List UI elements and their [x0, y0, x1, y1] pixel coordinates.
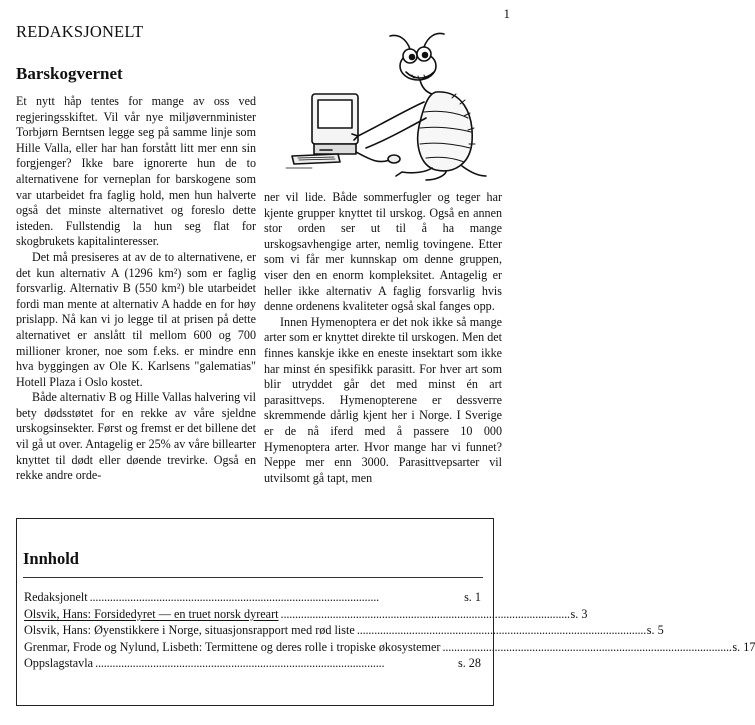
article-right-column — [264, 190, 502, 486]
toc-list — [24, 589, 755, 672]
toc-entry[interactable] — [24, 622, 664, 639]
toc-leader-dots — [90, 589, 462, 606]
toc-entry-page: s. 28 — [457, 656, 481, 671]
toc-leader-dots — [357, 622, 645, 639]
toc-entry[interactable] — [24, 589, 481, 606]
page-number: 1 — [503, 6, 510, 21]
toc-divider — [23, 577, 483, 578]
toc-entry-title: Olsvik, Hans: Øyenstikkere i Norge, situasjonsrapport med rød liste — [24, 623, 355, 638]
toc-entry-title: Olsvik, Hans: Forsidedyret — en truet norsk dyreart — [24, 606, 279, 621]
toc-leader-dots — [442, 639, 730, 656]
toc-entry[interactable] — [24, 639, 755, 656]
toc-entry-title: Oppslagstavla — [24, 656, 94, 671]
paragraph: Innen Hymenoptera er det nok ikke så mange arter som er knyttet direkte til urskogen. Men det finnes kanskje ikke en eneste insektart som ikke har minst én spesifikk parasitt. For hver art som blir utryddet går det med minst én art parasittveps. Hymenopterene er dessverre skremmende dårlig kjent her i Norge. I Sverige er de nå iferd med å passere 10 000 Hymenoptera arter. Hvor mange har vi funnet? Neppe mer enn 3000. Parasittvepsarter vil utvilsomt gå tapt, men — [264, 314, 502, 485]
paragraph: Både alternativ B og Hille Vallas halvering vil bety dødsstøtet for en rekke av våre sjeldne urskogsinsekter. Først og fremst er det billene det vil gå ut over. Antagelig er 25% av våre billearter knyttet til dødt eller døende trevirke. Også en rekke andre orde- — [16, 390, 256, 483]
table-of-contents — [16, 518, 755, 706]
toc-title: Innhold — [23, 549, 79, 568]
toc-entry[interactable] — [24, 606, 588, 623]
toc-entry-page: s. 17 — [732, 639, 755, 654]
toc-entry-page: s. 5 — [646, 623, 664, 638]
toc-leader-dots — [95, 655, 456, 672]
toc-entry-title: Redaksjonelt — [24, 590, 88, 604]
article-left-column — [16, 94, 256, 484]
cartoon-insect-at-computer-illustration — [286, 32, 506, 182]
toc-leader-dots — [281, 606, 569, 623]
section-label: REDAKSJONELT — [16, 22, 144, 41]
toc-entry[interactable] — [24, 655, 481, 672]
paragraph: Det må presiseres at av de to alternativene, er det kun alternativ A (1296 km²) som er faglig forsvarlig. Alternativ B (550 km²) ble utarbeidet fordi man mente at alternativ A hadde en for høy prislapp. Nå kan vi jo legge til at prisen på dette alternativet er anslått til mellom 600 og 700 millioner kroner, noe som f.eks. er mindre enn hva byggingen av Ole K. Karlsens "galematias" Hotell Plaza i Oslo kostet. — [16, 249, 256, 389]
paragraph: Et nytt håp tentes for mange av oss ved regjeringsskiftet. Vil vår nye miljøvernminister Torbjørn Berntsen legge seg på samme linje som Hille Valla, eller har han forstått litt mer enn sin forgjenger? Ikke bare ignorerte hun de to alternativene for verneplan for barskogene som var utarbeidet fra faglig hold, men hun halverte også det minste alternativet og foreslo dette isteden. Fullstendig la hun seg flat for skogbrukets kapitalinteresser. — [16, 94, 256, 249]
toc-entry-title: Grenmar, Frode og Nylund, Lisbeth: Termittene og deres rolle i tropiske økosystemer — [24, 639, 441, 654]
article-title: Barskogvernet — [16, 64, 123, 83]
toc-entry-page: s. 1 — [464, 590, 481, 604]
toc-entry-page: s. 3 — [570, 606, 588, 621]
paragraph: ner vil lide. Både sommerfugler og teger har kjente grupper knyttet til urskog. Også en annen stor orden ser ut til å ha mange urskogsavhengige arter, nemlig tovingene. Etter som vi får mer kunnskap om denne gruppen, viser den en enorm kompleksitet. Antagelig er heller ikke alternativ A faglig forsvarlig hvis denne ordenens kvaliteter også skal fanges opp. — [264, 190, 502, 314]
